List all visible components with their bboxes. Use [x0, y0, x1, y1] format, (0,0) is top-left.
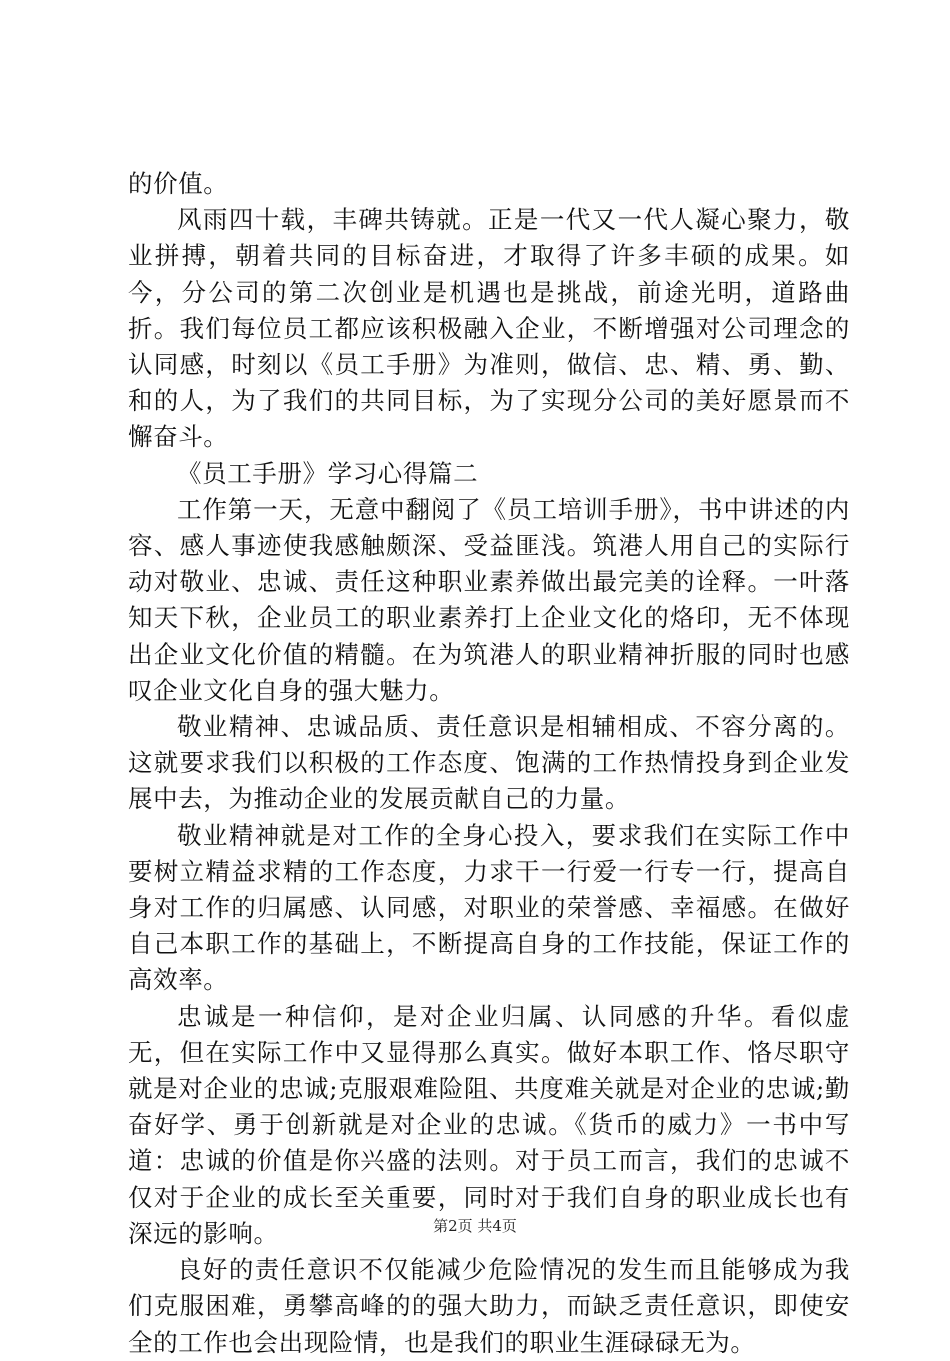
paragraph-forty-years: 风雨四十载，丰碑共铸就。正是一代又一代人凝心聚力，敬业拼搏，朝着共同的目标奋进，才取得了许多丰硕的成果。如今，分公司的第二次创业是机遇也是挑战，前途光明，道路曲折。我们每位员工都应该积极融入企业，不断增强对公司理念的认同感，时刻以《员工手册》为准则，做信、忠、精、勇、勤、和的人，为了我们的共同目标，为了实现分公司的美好愿景而不懈奋斗。: [128, 205, 850, 452]
paragraph-responsibility: 良好的责任意识不仅能减少危险情况的发生而且能够成为我们克服困难，勇攀高峰的的强大助力，而缺乏责任意识，即使安全的工作也会出现险情，也是我们的职业生涯碌碌无为。: [128, 1255, 850, 1357]
paragraph-dedication: 敬业精神就是对工作的全身心投入，要求我们在实际工作中要树立精益求精的工作态度，力求干一行爱一行专一行，提高自身对工作的归属感、认同感，对职业的荣誉感、幸福感。在做好自己本职工作的基础上，不断提高自身的工作技能，保证工作的高效率。: [128, 820, 850, 995]
paragraph-continuation: 的价值。: [128, 169, 229, 198]
section-heading: 《员工手册》学习心得篇二: [177, 458, 479, 488]
paragraph-loyalty: 忠诚是一种信仰，是对企业归属、认同感的升华。看似虚无，但在实际工作中又显得那么真实。做好本职工作、恪尽职守就是对企业的忠诚;克服艰难险阻、共度难关就是对企业的忠诚;勤奋好学、勇于创新就是对企业的忠诚。《货币的威力》一书中写道：忠诚的价值是你兴盛的法则。对于员工而言，我们的忠诚不仅对于企业的成长至关重要，同时对于我们自身的职业成长也有深远的影响。: [128, 1001, 850, 1248]
document-body: [128, 166, 850, 1361]
page-footer: 第2页 共4页: [433, 1217, 517, 1235]
paragraph-dedication-loyalty-responsibility: 敬业精神、忠诚品质、责任意识是相辅相成、不容分离的。这就要求我们以积极的工作态度、饱满的工作热情投身到企业发展中去，为推动企业的发展贡献自己的力量。: [128, 712, 850, 814]
paragraph-first-day: 工作第一天，无意中翻阅了《员工培训手册》，书中讲述的内容、感人事迹使我感触颇深、受益匪浅。筑港人用自己的实际行动对敬业、忠诚、责任这种职业素养做出最完美的诠释。一叶落知天下秋，企业员工的职业素养打上企业文化的烙印，无不体现出企业文化价值的精髓。在为筑港人的职业精神折服的同时也感叹企业文化自身的强大魅力。: [128, 494, 850, 705]
